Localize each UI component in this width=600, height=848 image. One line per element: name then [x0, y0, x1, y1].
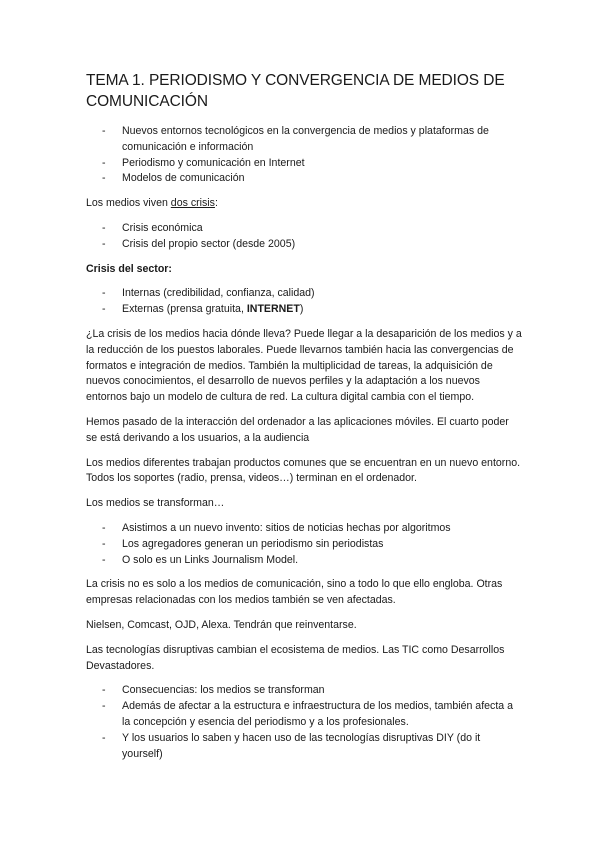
- dash-bullet: -: [102, 521, 106, 534]
- companies-paragraph: Nielsen, Comcast, OJD, Alexa. Tendrán que reinventarse.: [86, 618, 357, 631]
- dash-bullet: -: [102, 287, 106, 300]
- list-item: - Asistimos a un nuevo invento: sitios de noticias hechas por algoritmos: [86, 521, 522, 537]
- sector-heading: Crisis del sector:: [86, 262, 172, 275]
- crisis-intro-paragraph: Los medios viven dos crisis:: [86, 197, 218, 210]
- list-item: - Los agregadores generan un periodismo sin periodistas: [86, 537, 522, 553]
- dash-bullet: -: [102, 237, 106, 250]
- dash-bullet: -: [102, 731, 106, 744]
- list-item: - Periodismo y comunicación en Internet: [86, 156, 522, 172]
- dash-bullet: -: [102, 125, 106, 137]
- consequences-list: [86, 683, 522, 762]
- disruptive-paragraph: Las tecnologías disruptivas cambian el ecosistema de medios. Las TIC como Desarrollos Devastadores.: [86, 643, 505, 672]
- list-item: - Modelos de comunicación: [86, 171, 522, 187]
- transform-list: [86, 521, 522, 568]
- interaction-paragraph: Hemos pasado de la interacción del ordenador a las aplicaciones móviles. El cuarto poder se está derivando a los usuarios, a la audiencia: [86, 415, 509, 444]
- list-item: - Externas (prensa gratuita, INTERNET): [86, 302, 522, 318]
- dash-bullet: -: [102, 303, 106, 316]
- dash-bullet: -: [102, 156, 106, 169]
- dash-bullet: -: [102, 172, 106, 185]
- sector-list: [86, 286, 522, 318]
- dash-bullet: -: [102, 700, 106, 713]
- dash-bullet: -: [102, 553, 106, 566]
- dash-bullet: -: [102, 684, 106, 697]
- document-title: TEMA 1. PERIODISMO Y CONVERGENCIA DE MEDIOS DE COMUNICACIÓN: [86, 72, 505, 110]
- topics-list: [86, 124, 522, 187]
- list-item: - Internas (credibilidad, confianza, calidad): [86, 286, 522, 302]
- list-item: - O solo es un Links Journalism Model.: [86, 553, 522, 569]
- list-item: - Además de afectar a la estructura e infraestructura de los medios, también afecta a la concepción y esencia del periodismo y a los profesionales.: [102, 700, 513, 728]
- list-item: - Crisis del propio sector (desde 2005): [86, 237, 522, 253]
- list-item: - Nuevos entornos tecnológicos en la convergencia de medios y plataformas de comunicación e información: [102, 125, 489, 153]
- list-item: - Crisis económica: [86, 221, 522, 237]
- transform-paragraph: Los medios se transforman…: [86, 497, 225, 510]
- document-page: [86, 70, 522, 771]
- question-paragraph: ¿La crisis de los medios hacia dónde lleva? Puede llegar a la desaparición de los medios y a la reducción de los puestos laborales. Puede llevarnos también hacia las convergencias de formatos e integración de medios. También la multiplicidad de tareas, la adquisición de nuevos conocimientos, el desarrollo de nuevos perfiles y la adaptación a los nuevos entornos bajo un modelo de cultura de red. La cultura digital cambia con el tiempo.: [86, 327, 522, 404]
- list-item: - Y los usuarios lo saben y hacen uso de las tecnologías disruptivas DIY (do it yourself): [102, 731, 481, 760]
- crisis-all-paragraph: La crisis no es solo a los medios de comunicación, sino a todo lo que ello engloba. Otras empresas relacionadas con los medios también se ven afectadas.: [86, 578, 503, 607]
- underlined-text: dos crisis: [170, 197, 215, 210]
- list-item: - Consecuencias: los medios se transforman: [86, 683, 522, 699]
- crisis-list: [86, 221, 522, 253]
- dash-bullet: -: [102, 537, 106, 550]
- dash-bullet: -: [102, 221, 106, 234]
- different-media-paragraph: Los medios diferentes trabajan productos comunes que se encuentran en un nuevo entorno. Todos los soportes (radio, prensa, videos…) terminan en el ordenador.: [86, 456, 521, 485]
- bold-text: INTERNET: [246, 303, 300, 316]
